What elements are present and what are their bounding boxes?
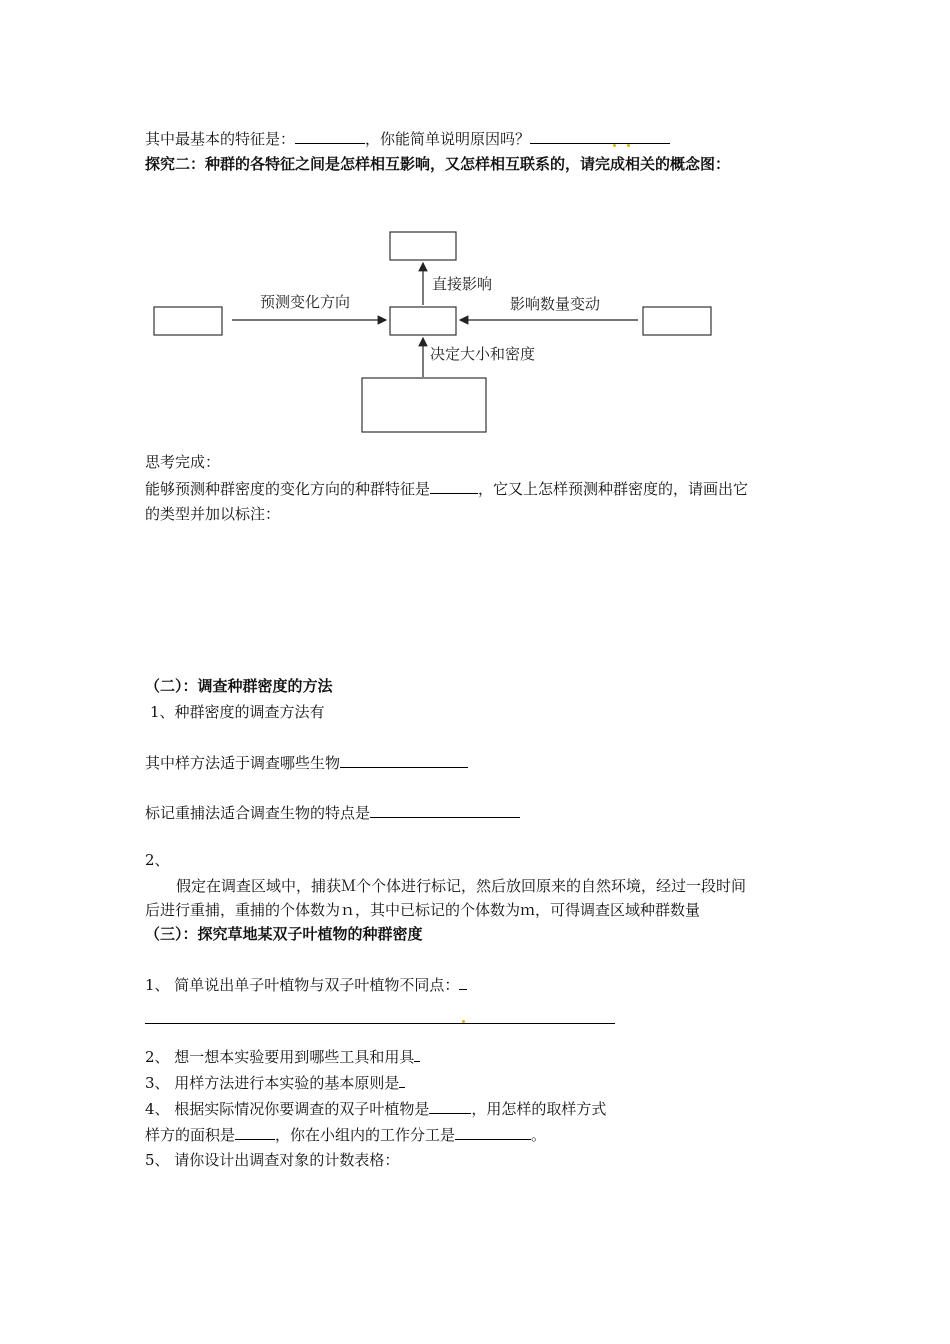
text: 1、 简单说出单子叶植物与双子叶植物不同点：: [145, 976, 460, 994]
marker-dot: [627, 144, 630, 147]
part3-q2: [145, 1046, 420, 1067]
answer-blank[interactable]: [340, 752, 468, 768]
part3-q4-continued: [145, 1124, 546, 1145]
concept-diagram-svg: [150, 225, 720, 440]
answer-blank[interactable]: [295, 128, 365, 144]
part2-item1: 1、种群密度的调查方法有: [150, 703, 325, 721]
text: 2、 想一想本实验要用到哪些工具和用具: [145, 1048, 415, 1066]
answer-blank[interactable]: [370, 802, 520, 818]
text: 。: [531, 1126, 547, 1144]
text: ，你在小组内的工作分工是: [275, 1126, 456, 1144]
part3-heading: （三）：探究草地某双子叶植物的种群密度: [145, 925, 423, 943]
label-direct: 直接影响: [432, 275, 493, 293]
box-center: [390, 307, 456, 335]
part2-paragraph-2: 后进行重捕，重捕的个体数为ｎ，其中已标记的个体数为ｍ，可得调查区域种群数量: [145, 901, 701, 919]
part3-q1: [145, 974, 467, 995]
part2-item2: 2、: [145, 851, 170, 869]
marker-dot: [613, 144, 616, 147]
box-left: [154, 307, 222, 335]
answer-blank[interactable]: [399, 1072, 405, 1088]
marker-dot: [462, 1020, 465, 1023]
text: 4、 根据实际情况你要调查的双子叶植物是: [145, 1100, 430, 1118]
part3-q5: 5、 请你设计出调查对象的计数表格：: [145, 1151, 400, 1169]
text: ，用怎样的取样方式: [471, 1100, 607, 1118]
text: ，它又上怎样预测种群密度的，请画出它: [478, 480, 749, 498]
part3-q4: [145, 1098, 606, 1119]
label-affect: 影响数量变动: [510, 295, 601, 313]
concept-diagram: [150, 225, 720, 440]
text: 能够预测种群密度的变化方向的种群特征是: [145, 480, 431, 498]
think-title: 思考完成：: [145, 453, 221, 471]
text: 标记重捕法适合调查生物的特点是: [145, 804, 371, 822]
part2-paragraph-1: 假定在调查区域中，捕获Ｍ个个体进行标记，然后放回原来的自然环境，经过一段时间: [176, 877, 747, 895]
question-quadrat: [145, 752, 468, 773]
text: 其中样方法适于调查哪些生物: [145, 754, 341, 772]
question-mark-recapture: [145, 802, 520, 823]
box-top: [390, 232, 456, 260]
box-right: [643, 307, 711, 335]
answer-blank[interactable]: [459, 974, 467, 990]
answer-line[interactable]: [145, 1008, 615, 1024]
label-decide: 决定大小和密度: [430, 345, 536, 363]
text: 样方的面积是: [145, 1126, 236, 1144]
label-predict: 预测变化方向: [260, 293, 351, 311]
think-line1: [145, 478, 748, 499]
answer-blank[interactable]: [455, 1124, 531, 1140]
part3-q3: [145, 1072, 405, 1093]
answer-blank[interactable]: [429, 1098, 471, 1114]
box-bottom: [362, 378, 486, 432]
question-basic-feature: [145, 128, 670, 149]
text: 其中最基本的特征是：: [145, 130, 296, 148]
text: ，你能简单说明原因吗？: [365, 130, 531, 148]
answer-blank[interactable]: [235, 1124, 275, 1140]
explore2-heading: 探究二：种群的各特征之间是怎样相互影响，又怎样相互联系的，请完成相关的概念图：: [145, 155, 731, 173]
answer-blank[interactable]: [430, 478, 478, 494]
answer-blank[interactable]: [530, 128, 670, 144]
answer-blank[interactable]: [414, 1046, 420, 1062]
part2-heading: （二）：调查种群密度的方法: [145, 677, 333, 695]
text: 3、 用样方法进行本实验的基本原则是: [145, 1074, 400, 1092]
think-line2: 的类型并加以标注：: [145, 505, 281, 523]
